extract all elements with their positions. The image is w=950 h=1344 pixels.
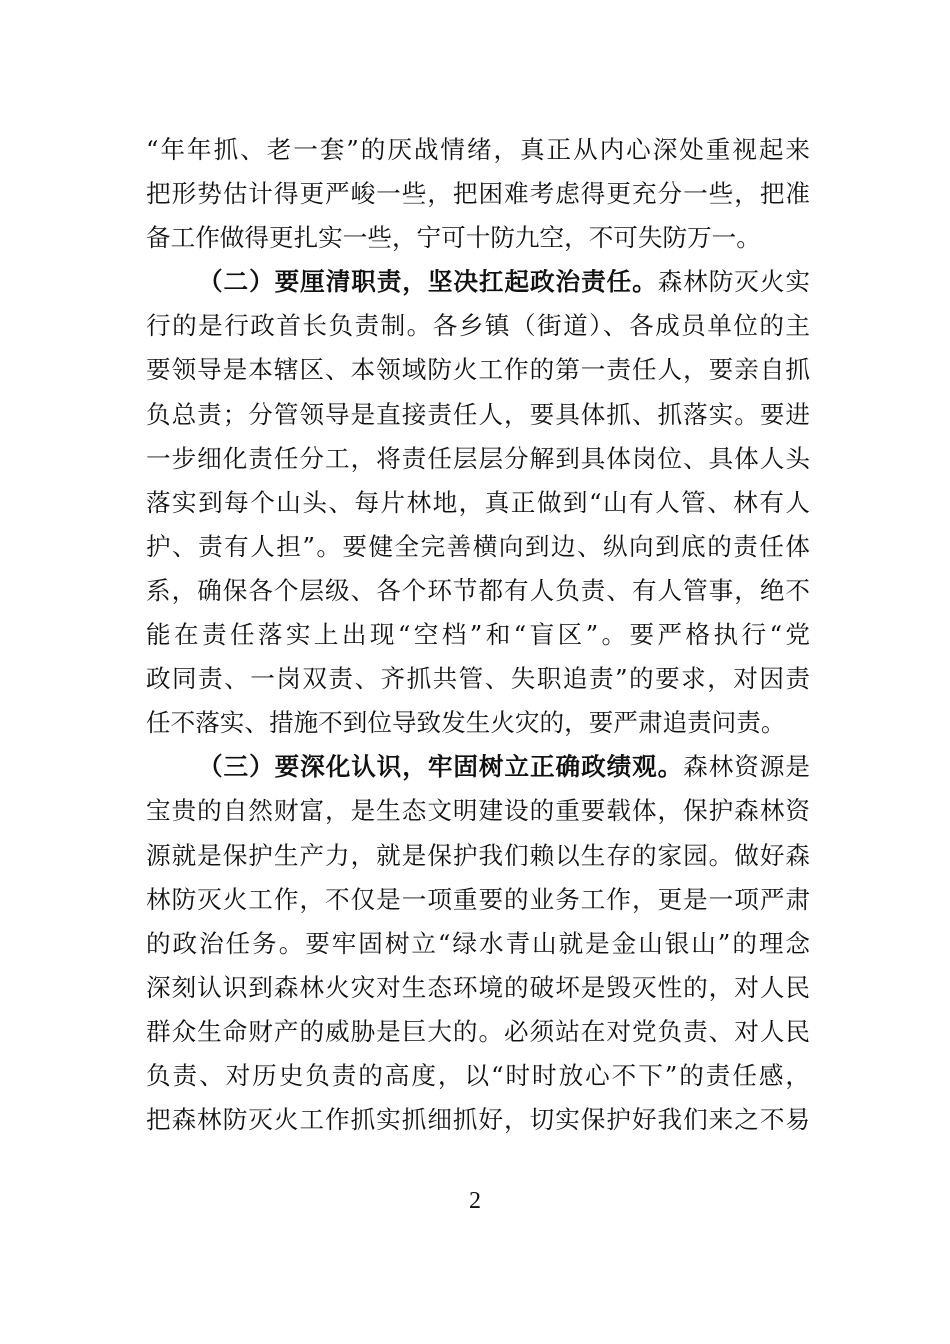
text-line: 群众生命财产的威胁是巨大的。必须站在对党负责、对人民	[146, 1016, 810, 1046]
text-line: 行的是行政首长负责制。各乡镇（街道）、各成员单位的主	[146, 311, 810, 341]
paragraph-3	[146, 745, 810, 1142]
text-line: 护、责有人担”。要健全完善横向到边、纵向到底的责任体	[146, 531, 810, 561]
text-line: 源就是保护生产力，就是保护我们赖以生存的家园。做好森	[146, 840, 810, 870]
text-line	[146, 260, 810, 304]
body-text	[146, 128, 810, 1142]
text-line: 把形势估计得更严峻一些，把困难考虑得更充分一些，把准	[146, 179, 810, 209]
text-line: 落实到每个山头、每片林地，真正做到“山有人管、林有人	[146, 487, 810, 517]
paragraph-2	[146, 260, 810, 745]
text-run: 森林防灭火实	[657, 267, 810, 297]
text-line: 深刻认识到森林火灾对生态环境的破坏是毁灭性的，对人民	[146, 972, 810, 1002]
text-line: 林防灭火工作，不仅是一项重要的业务工作，更是一项严肃	[146, 884, 810, 914]
section-heading-2: （二）要厘清职责，坚决扛起政治责任。	[198, 267, 658, 297]
paragraph-1	[146, 128, 810, 260]
section-heading-3: （三）要深化认识，牢固树立正确政绩观。	[198, 752, 684, 782]
text-line: 一步细化责任分工，将责任层层分解到具体岗位、具体人头	[146, 443, 810, 473]
text-line: 备工作做得更扎实一些，宁可十防九空，不可失防万一。	[146, 223, 761, 253]
text-line: 任不落实、措施不到位导致发生火灾的，要严肃追责问责。	[146, 708, 786, 738]
text-line: 负责、对历史负责的高度，以“时时放心不下”的责任感，	[146, 1060, 810, 1090]
text-line: 把森林防灭火工作抓实抓细抓好，切实保护好我们来之不易	[146, 1105, 810, 1135]
text-line: 能在责任落实上出现“空档”和“盲区”。要严格执行“党	[146, 620, 810, 650]
text-line: 负总责；分管领导是直接责任人，要具体抓、抓落实。要进	[146, 399, 810, 429]
text-line: 系，确保各个层级、各个环节都有人负责、有人管事，绝不	[146, 575, 810, 605]
text-run: 森林资源是	[683, 752, 810, 782]
text-line: 的政治任务。要牢固树立“绿水青山就是金山银山”的理念	[146, 928, 810, 958]
text-line	[146, 745, 810, 789]
text-line: “年年抓、老一套”的厌战情绪，真正从内心深处重视起来	[146, 135, 810, 164]
text-line: 要领导是本辖区、本领域防火工作的第一责任人，要亲自抓	[146, 355, 810, 385]
page-number: 2	[469, 1188, 481, 1214]
text-line: 宝贵的自然财富，是生态文明建设的重要载体，保护森林资	[146, 796, 810, 826]
text-line: 政同责、一岗双责、齐抓共管、失职追责”的要求，对因责	[146, 664, 810, 694]
